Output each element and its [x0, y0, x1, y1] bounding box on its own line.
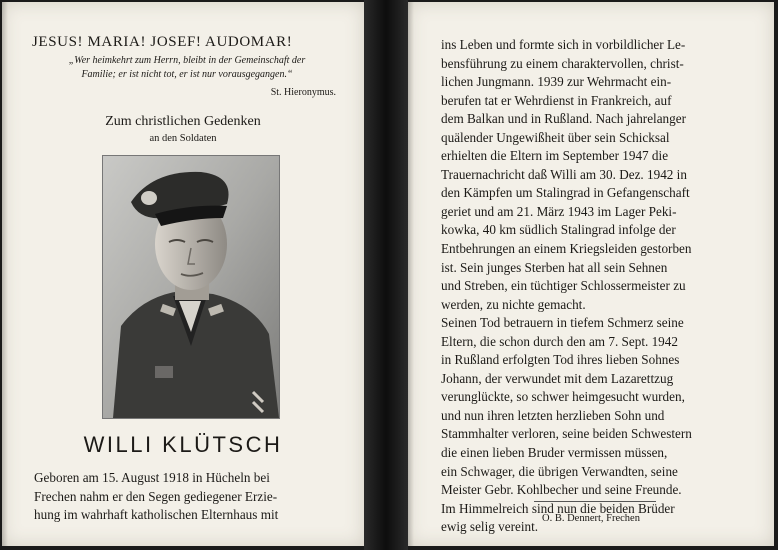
divider-line — [534, 501, 656, 502]
biography-line: bensführung zu einem charaktervollen, christ- — [441, 55, 684, 71]
biography-line: die einen lieben Bruder vermissen müssen, — [441, 445, 668, 461]
memorial-card-front — [2, 2, 364, 546]
portrait-illustration — [103, 156, 279, 418]
biography-line: verunglückte, so schwer heimgesucht wurden, — [441, 389, 685, 405]
memorial-card-back — [408, 2, 774, 546]
biography-line: Seinen Tod betrauern in tiefem Schmerz seine — [441, 315, 684, 331]
biography-line: ewig selig vereint. — [441, 519, 539, 535]
memorial-subheading: an den Soldaten — [149, 133, 217, 144]
biography-line: Trauernachricht daß Willi am 30. Dez. 1942 in — [441, 166, 687, 182]
biography-line: Johann, der verwundet mit dem Lazarettzug — [441, 370, 674, 386]
quote-line: Familie; er ist nicht tot, er ist nur vorausgegangen.“ — [81, 69, 293, 80]
quote-line: „Wer heimkehrt zum Herrn, bleibt in der Gemeinschaft der — [68, 55, 306, 66]
biography-line: kowka, 40 km südlich Stalingrad infolge der — [441, 222, 676, 238]
deceased-name: WILLI KLÜTSCH — [83, 432, 283, 457]
biography-line: werden, zu nichte gemacht. — [441, 296, 586, 312]
biography-line: erhielten die Eltern im September 1947 die — [441, 148, 669, 164]
biography-line: Frechen nahm er den Segen gediegener Erzie- — [34, 488, 278, 504]
soldier-portrait-photo — [102, 155, 280, 419]
biography-line: Entbehrungen an einem Kriegsleiden gestorben — [441, 241, 692, 257]
biography-line: Meister Gebr. Kohlbecher und seine Freunde. — [441, 482, 682, 498]
scan-background-gap — [364, 0, 408, 550]
biography-continuation — [441, 36, 763, 537]
invocation-heading: JESUS! MARIA! JOSEF! AUDOMAR! — [32, 34, 293, 50]
biography-line: dem Balkan und in Rußland. Nach jahrelanger — [441, 111, 686, 127]
biography-line: ein Schwager, die übrigen Verwandten, seine — [441, 463, 678, 479]
biography-line: geriet und am 21. März 1943 im Lager Peki- — [441, 203, 677, 219]
card-edge-shadow — [408, 2, 414, 546]
printer-credit: O. B. Dennert, Frechen — [542, 513, 640, 524]
card-edge-shadow — [2, 2, 8, 546]
biography-line: den Kämpfen um Stalingrad in Gefangenschaft — [441, 185, 690, 201]
biography-line: Geboren am 15. August 1918 in Hücheln bei — [34, 470, 270, 485]
biography-line: und Streben, ein tüchtiger Schlossermeister zu — [441, 278, 686, 294]
biography-line: lichen Jungmann. 1939 zur Wehrmacht ein- — [441, 74, 672, 90]
quote-block — [32, 54, 342, 82]
memorial-heading: Zum christlichen Gedenken — [105, 114, 261, 129]
biography-line: und nun ihren letzten herzlieben Sohn und — [441, 407, 665, 423]
biography-line: berufen tat er Wehrdienst in Frankreich, auf — [441, 92, 672, 108]
biography-line: ins Leben und formte sich in vorbildlicher Le- — [441, 37, 686, 52]
biography-line: ist. Sein junges Sterben hat all sein Sehnen — [441, 259, 668, 275]
biography-line: Stammhalter verloren, seine beiden Schwestern — [441, 426, 692, 442]
quote-author: St. Hieronymus. — [270, 87, 336, 98]
biography-line: quälender Ungewißheit über sein Schicksal — [441, 129, 670, 145]
biography-line: in Rußland erfolgten Tod ihres lieben Sohnes — [441, 352, 680, 368]
biography-line: Eltern, die schon durch den am 7. Sept. 1942 — [441, 333, 678, 349]
biography-start — [34, 469, 346, 525]
biography-line: hung im wahrhaft katholischen Elternhaus mit — [34, 507, 279, 523]
biography-line: Im Himmelreich sind nun die beiden Brüder — [441, 500, 675, 516]
